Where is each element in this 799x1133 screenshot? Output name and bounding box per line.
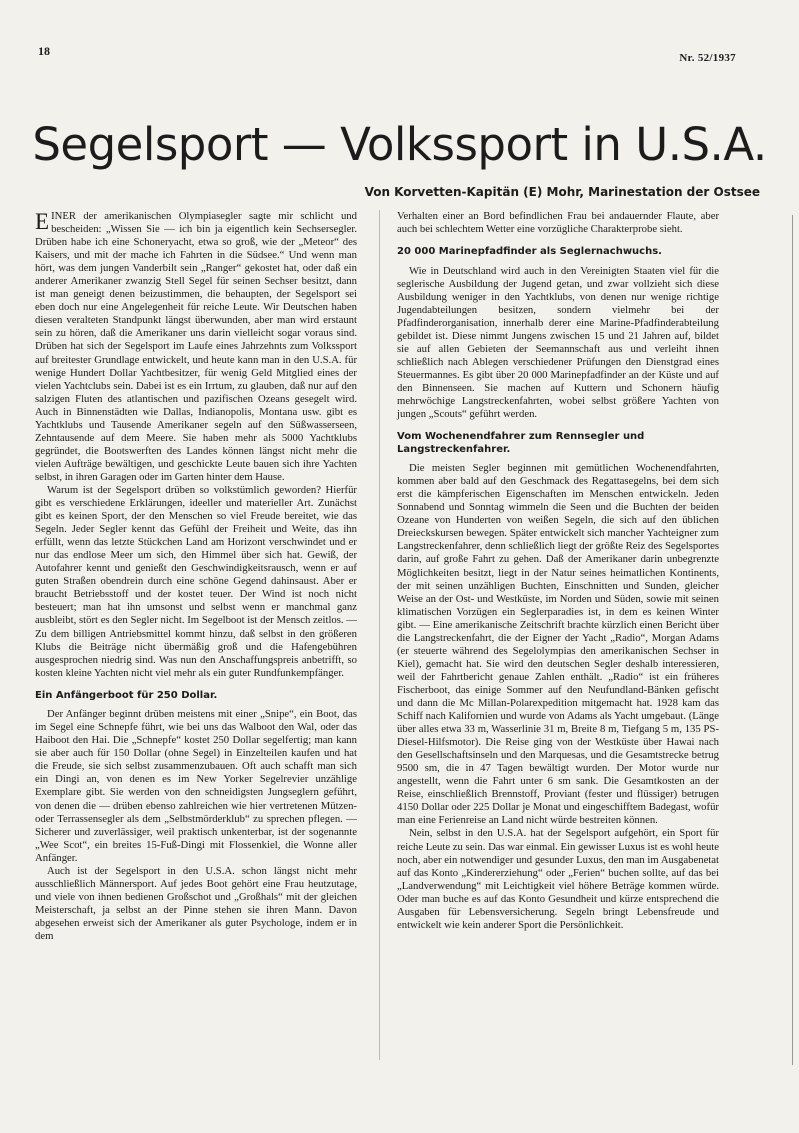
article-title: Segelsport — Volkssport in U.S.A. [32,118,767,171]
column-divider [379,210,380,1060]
paragraph: Nein, selbst in den U.S.A. hat der Segelsport aufgehört, ein Sport für reiche Leute zu sein. Das war einmal. Ein gewisser Luxus ist es wohl heute noch, aber ein notwendiger und gesunder Luxus, den man im Ausgabenetat auf das Konto „Kindererziehung“ oder „Ferien“ buchen sollte, auf das bei „Landverwendung“ mit Leichtigkeit viel höhere Beträge kommen würde. Oder man buche es auf das Konto Gesundheit und kürze entsprechend die Ausgaben für Lebensversicherung. Segeln bringt Lebensfreude und entwickelt wie kein anderer Sport die Persönlichkeit. [397,827,720,931]
article-byline: Von Korvetten-Kapitän (E) Mohr, Marinestation der Ostsee [364,185,760,199]
paragraph: Warum ist der Segelsport drüben so volkstümlich geworden? Hierfür gibt es verschiedene Erklärungen, ideeller und materieller Art. Zunächst gibt es keinen Sport, der den Menschen so viel Freude bereitet, wie das Segeln. Jeder Segler kennt das Gefühl der Freiheit und Weite, das ihn erfüllt, wenn das letzte Stückchen Land am Horizont verschwindet und er nur das endlose Meer um sich, den Himmel über sich hat. Gewiß, der Autofahrer kennt und genießt den Geschwindigkeitsrausch, wenn er auf guten Straßen obendrein durch eine schöne Gegend dahinsaust. Aber er braucht Betriebsstoff und der kostet teuer. Der Wind ist noch nicht besteuert; man hat ihn umsonst und selbst wenn er manchmal ganz ausbleibt, stört es den Segler nicht. Im Segelboot ist der Mensch zeitlos. — Zu dem billigen Antriebsmittel kommt hinzu, daß selbst in den größeren Klubs die Beiträge nicht übermäßig groß und die Hafengebühren ausgesprochen niedrig sind. Was nun den Anschaffungspreis anbetrifft, so kosten kleine Yachten nicht viel mehr als ein guter Rundfunkempfänger. [35,483,357,679]
section-heading: Vom Wochenendfahrer zum Rennsegler und Langstreckenfahrer. [397,431,645,455]
page-number: 18 [38,44,50,58]
drop-cap: E [35,209,50,234]
paragraph: Wie in Deutschland wird auch in den Vereinigten Staaten viel für die seglerische Ausbildung der Jugend getan, und zwar vollzieht sich diese Ausbildung weniger in den Yachtklubs, von denen nur wenige richtige Jugendabteilungen besitzen, sondern vielmehr bei der Pfadfinderorganisation, innerhalb derer eine Marine-Pfadfinderabteilung gebildet ist. Diese nimmt Jungens zwischen 15 und 21 Jahren auf, bildet sie auf allen Gebieten der Seemannschaft aus und verleiht ihnen schließlich nach Ablegen verschiedener Prüfungen den Dienstgrad eines Steuermannes. Es gibt über 20 000 Marinepfadfinder an der Küste und auf den Binnenseen. Sie machen auf Kuttern und Schonern häufig mehrwöchige Langstreckenfahrten, wobei selbst größere Yachten von jungen „Scouts“ geführt werden. [397,264,719,421]
left-column [35,210,357,1060]
page-edge-line [792,215,793,1065]
right-column [397,210,719,1060]
paragraph: Die meisten Segler beginnen mit gemütlichen Wochenendfahrten, kommen aber bald auf den Geschmack des Regattasegelns, bei dem sich erst die kämpferischen Eigenschaften im Menschen entwickeln. Jeden Sonnabend und Sonntag wimmeln die Seen und die Buchten der beiden Ozeane von Hunderten von weißen Segeln, die sich auf den üblichen Dreieckskursen bewegen. Später entwickelt sich mancher Yachteigner zum Langstreckenfahrer, denn schließlich liegt der größte Reiz des Segelsportes darin, auf große Fahrt zu gehen. Daß der Amerikaner darin unbegrenzte Möglichkeiten besitzt, liegt in der Natur seines heimatlichen Kontinents, der mit seinen unzähligen Buchten, Einschnitten und Sunden, gleicher Weise an der Ost- und Westküste, im Norden und Süden, sowie mit seinen klimatischen Vorzügen ein Seglerparadies ist, in dem es keinen Winter gibt. — Eine amerikanische Zeitschrift brachte kürzlich einen Bericht über die Langstreckenfahrt, die der Eigner der Yacht „Radio“, Morgan Adams (er steuerte während des Segelolympias den amerikanischen Sechser in Kiel), gemacht hat. Sie wird den deutschen Segler deshalb interessieren, weil der Fahrtbericht genaue Zahlen enthält. „Radio“ ist ein früheres Fischerboot, das einige Sommer auf den Neufundland-Bänken gefischt und dann die Mc Millan-Polarexpedition mitgemacht hat. 1928 kam das Schiff nach Kalifornien und wurde von Adams als Yacht umgebaut. (Länge über alles etwa 33 m, Wasserlinie 31 m, Breite 8 m, Tiefgang 5 m, 135 PS-Diesel-Hilfsmotor). Die Reise ging von der Westküste über Hawai nach den Gesellschaftsinseln und den Marquesas, und die Gesamtstrecke betrug 9500 sm, die in 47 Tagen bewältigt wurden. Der Motor wurde nur angestellt, wenn die Fahrt unter 6 sm sank. Die Gesamtkosten an der Reise, einschließlich Brennstoff, Proviant (fester und flüssiger) betrugen 4150 Dollar oder 225 Dollar je Monat und eingeschifftem Badegast, wofür man eine Ferienreise an Land nicht würde bestreiten können. [397,462,719,827]
paragraph [35,210,357,484]
paragraph: Auch ist der Segelsport in den U.S.A. schon längst nicht mehr ausschließlich Männersport. Auf jedes Boot gehört eine Frau heutzutage, und viele von ihnen bedienen Großschot und „Großhals“ mit der gleichen Meisterschaft, ja selbst an der Pinne stehen sie ihren Mann. Davon abgesehen erweist sich der Amerikaner als guter Psychologe, indem er in dem [35,864,357,942]
section-heading: 20 000 Marinepfadfinder als Seglernachwuchs. [397,246,662,258]
paragraph-text: INER der amerikanischen Olympiasegler sagte mir schlicht und bescheiden: „Wissen Sie — ich bin ja eigentlich kein Sechsersegler. Drüben habe ich eine Schoneryacht, etwa so groß, wie der „Meteor“ des Kaisers, und mit der mache ich Fahrten in die Südsee.“ Und wenn man hört, was dem jungen Vanderbilt sein „Ranger“ gekostet hat, oder daß ein anderer Amerikaner zwanzig Stell Segel für seinen Sechser besitzt, dann ist man geneigt denen beizustimmen, die behaupten, der Segelsport sei eben doch nur eine Angelegenheit für reiche Leute. Wir Deutschen haben diesen veralteten Standpunkt längst überwunden, aber man wird erstaunt sein zu hören, daß die Amerikaner uns darin vielleicht sogar voraus sind. Drüben hat sich der Segelsport im Laufe eines Jahrzehnts zum Volkssport auf breitester Grundlage entwickelt, und heute kann man in den U.S.A. für wenige Hundert Dollar Yachtbesitzer, für wenig Geld Mitglied eines der vielen Yachtclubs sein. Dabei ist es ein Irrtum, zu glauben, daß nur auf den salzigen Fluten des atlantischen und pazifischen Ozeans gesegelt wird. Auch in Binnenstädten wie Dallas, Indianopolis, Montana usw. gibt es Yachtklubs und Tausende Amerikaner segeln auf den Süßwasserseen, Zehntausende auf dem Meere. Sie haben mehr als 5000 Yachtklubs gegründet, die Bootswerften des Landes können längst nicht mehr die vielen Aufträge bewältigen, und geschickte Leute bauen sich ihre Yachten selbst, in ihren Garagen oder im Garten hinter dem Hause. [35,210,357,483]
issue-number: Nr. 52/1937 [679,52,736,64]
section-heading: Ein Anfängerboot für 250 Dollar. [35,689,218,701]
paragraph: Verhalten einer an Bord befindlichen Frau bei andauernder Flaute, aber auch bei schlechtem Wetter eine vorzügliche Charakterprobe sieht. [397,210,719,236]
paragraph: Der Anfänger beginnt drüben meistens mit einer „Snipe“, ein Boot, das im Segel eine Schnepfe führt, wie bei uns das Walboot den Wal, oder das Haiboot den Hai. Die „Schnepfe“ kostet 250 Dollar segelfertig; man kann sie aber auch für 150 Dollar (ohne Segel) in Einzelteilen kaufen und hat die Freude, sie sich selbst zusammenzubauen. Oft auch schafft man sich ein Dingi an, von denen es im New Yorker Segelrevier unzählige Exemplare gibt. Sie werden von den schneidigsten Jungseglern geführt, von denen die — drüben ebenso zahlreichen wie hier vertretenen Mützen- oder Terrassensegler als dem „Selbstmörderklub“ zu sprechen pflegen. — Sicherer und zuverlässiger, weil praktisch unkenterbar, ist der sogenannte „Wee Scot“, ein breites 15-Fuß-Dingi mit Flossenkiel, die Wonne aller Anfänger. [35,708,357,864]
